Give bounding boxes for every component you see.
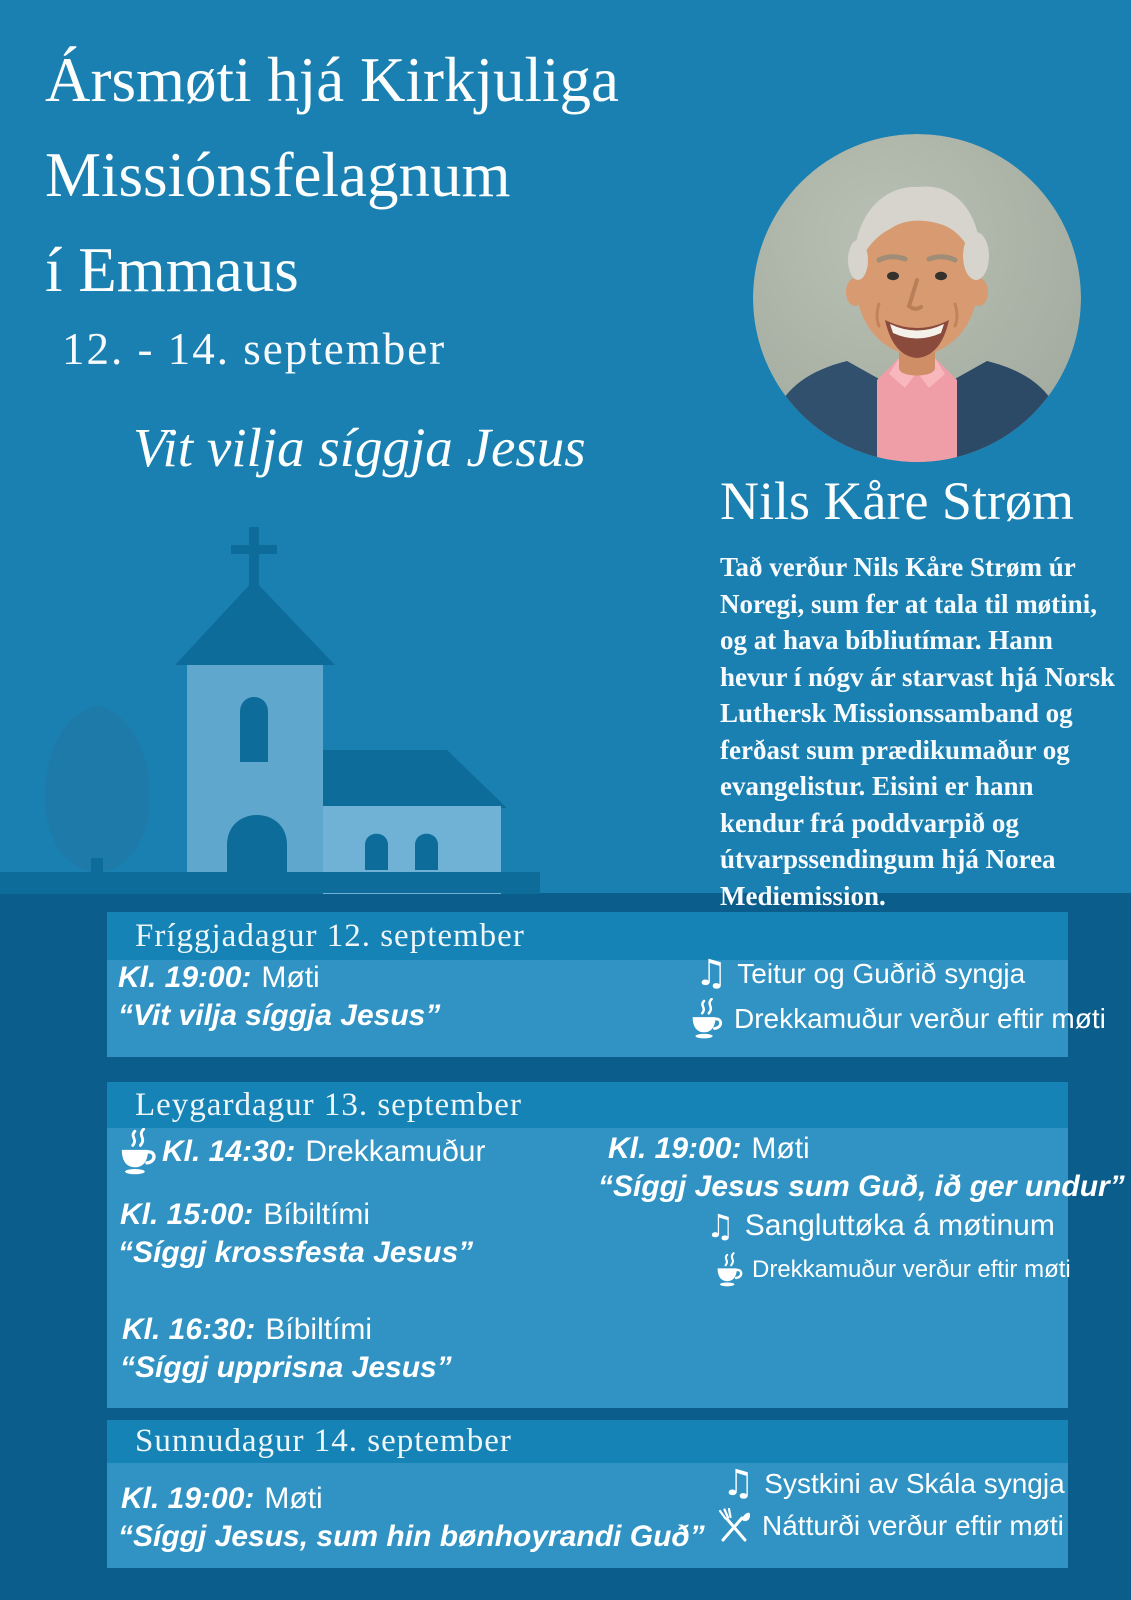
- music-note-icon: ♫: [695, 953, 728, 994]
- fork-knife-icon: [716, 1508, 752, 1544]
- saturday-bible2-line: [122, 1313, 372, 1347]
- friday-coffee-note: Drekkamuður verður eftir møti: [734, 1003, 1106, 1034]
- portrait-avatar: [753, 134, 1081, 462]
- speaker-name: Nils Kåre Strøm: [720, 471, 1074, 531]
- sunday-event-time: Kl. 19:00:: [121, 1482, 255, 1515]
- saturday-song-line: [706, 1209, 1055, 1243]
- saturday-coffee-note: Drekkamuður verður eftir møti: [752, 1256, 1071, 1283]
- friday-header-bar: [107, 912, 1068, 960]
- music-note-icon: ♫: [706, 1207, 735, 1245]
- sunday-title: Sunnudagur 14. september: [135, 1423, 512, 1459]
- speaker-photo: [753, 134, 1081, 462]
- sunday-meal-line: [716, 1508, 1064, 1544]
- sunday-meal-note: Nátturði verður eftir møti: [762, 1510, 1064, 1541]
- friday-song-note: Teitur og Guðrið syngja: [737, 958, 1026, 989]
- sunday-header-bar: [107, 1420, 1068, 1463]
- saturday-bible2-quote: “Síggj upprisna Jesus”: [120, 1351, 452, 1384]
- saturday-coffee-line: [712, 1252, 1071, 1288]
- saturday-title: Leygardagur 13. september: [135, 1086, 522, 1123]
- friday-event-quote: “Vit vilja síggja Jesus”: [118, 999, 441, 1032]
- sunday-event-label: Møti: [264, 1482, 323, 1515]
- saturday-coffee-time: Kl. 14:30:: [162, 1135, 296, 1168]
- coffee-cup-icon: [686, 998, 724, 1040]
- event-tagline: Vit vilja síggja Jesus: [133, 417, 586, 478]
- saturday-bible1-label: Bíbiltími: [263, 1198, 371, 1231]
- saturday-header-bar: [107, 1082, 1068, 1128]
- friday-song-line: [695, 953, 1026, 994]
- coffee-cup-icon: [114, 1128, 158, 1176]
- friday-event-time: Kl. 19:00:: [118, 961, 252, 994]
- saturday-coffee-event-line: [114, 1128, 485, 1176]
- poster-title-line-3: í Emmaus: [45, 235, 299, 305]
- coffee-cup-icon: [712, 1252, 744, 1288]
- event-date-range: 12. - 14. september: [62, 324, 447, 374]
- music-note-icon: ♫: [722, 1463, 755, 1504]
- saturday-evening-quote: “Síggj Jesus sum Guð, ið ger undur”: [598, 1170, 1125, 1203]
- friday-event-line: [118, 961, 320, 995]
- friday-title: Fríggjadagur 12. september: [135, 917, 525, 954]
- friday-coffee-line: [686, 998, 1106, 1040]
- saturday-coffee-label: Drekkamuður: [305, 1135, 486, 1168]
- friday-event-label: Møti: [261, 961, 320, 994]
- speaker-bio: Tað verður Nils Kåre Strøm úr Noregi, sum fer at tala til møtini, og at hava bíbliutímar. Hann hevur í nógv ár starvast hjá Norsk Luthersk Missionssamband og ferðast sum prædikumaður og evangelistur. Eisini er hann kendur frá poddvarpið og útvarpssendingum hjá Norea Mediemission.: [720, 552, 1116, 911]
- saturday-song-note: Sangluttøka á møtinum: [744, 1209, 1055, 1242]
- sunday-song-note: Systkini av Skála syngja: [764, 1468, 1065, 1499]
- saturday-bible2-time: Kl. 16:30:: [122, 1313, 256, 1346]
- sunday-song-line: [722, 1463, 1065, 1504]
- saturday-bible1-time: Kl. 15:00:: [120, 1198, 254, 1231]
- poster-title-line-2: Missiónsfelagnum: [45, 140, 511, 210]
- sunday-event-line: [121, 1482, 323, 1516]
- saturday-bible1-quote: “Síggj krossfesta Jesus”: [118, 1236, 474, 1269]
- ground-strip: [0, 872, 540, 893]
- poster-title-line-1: Ársmøti hjá Kirkjuliga: [45, 45, 619, 115]
- church-illustration: [0, 500, 560, 895]
- saturday-evening-label: Møti: [751, 1132, 810, 1165]
- saturday-evening-line: [608, 1132, 810, 1166]
- saturday-evening-time: Kl. 19:00:: [608, 1132, 742, 1165]
- sunday-event-quote: “Síggj Jesus, sum hin bønhoyrandi Guð”: [118, 1520, 705, 1553]
- saturday-bible1-line: [120, 1198, 370, 1232]
- saturday-bible2-label: Bíbiltími: [265, 1313, 373, 1346]
